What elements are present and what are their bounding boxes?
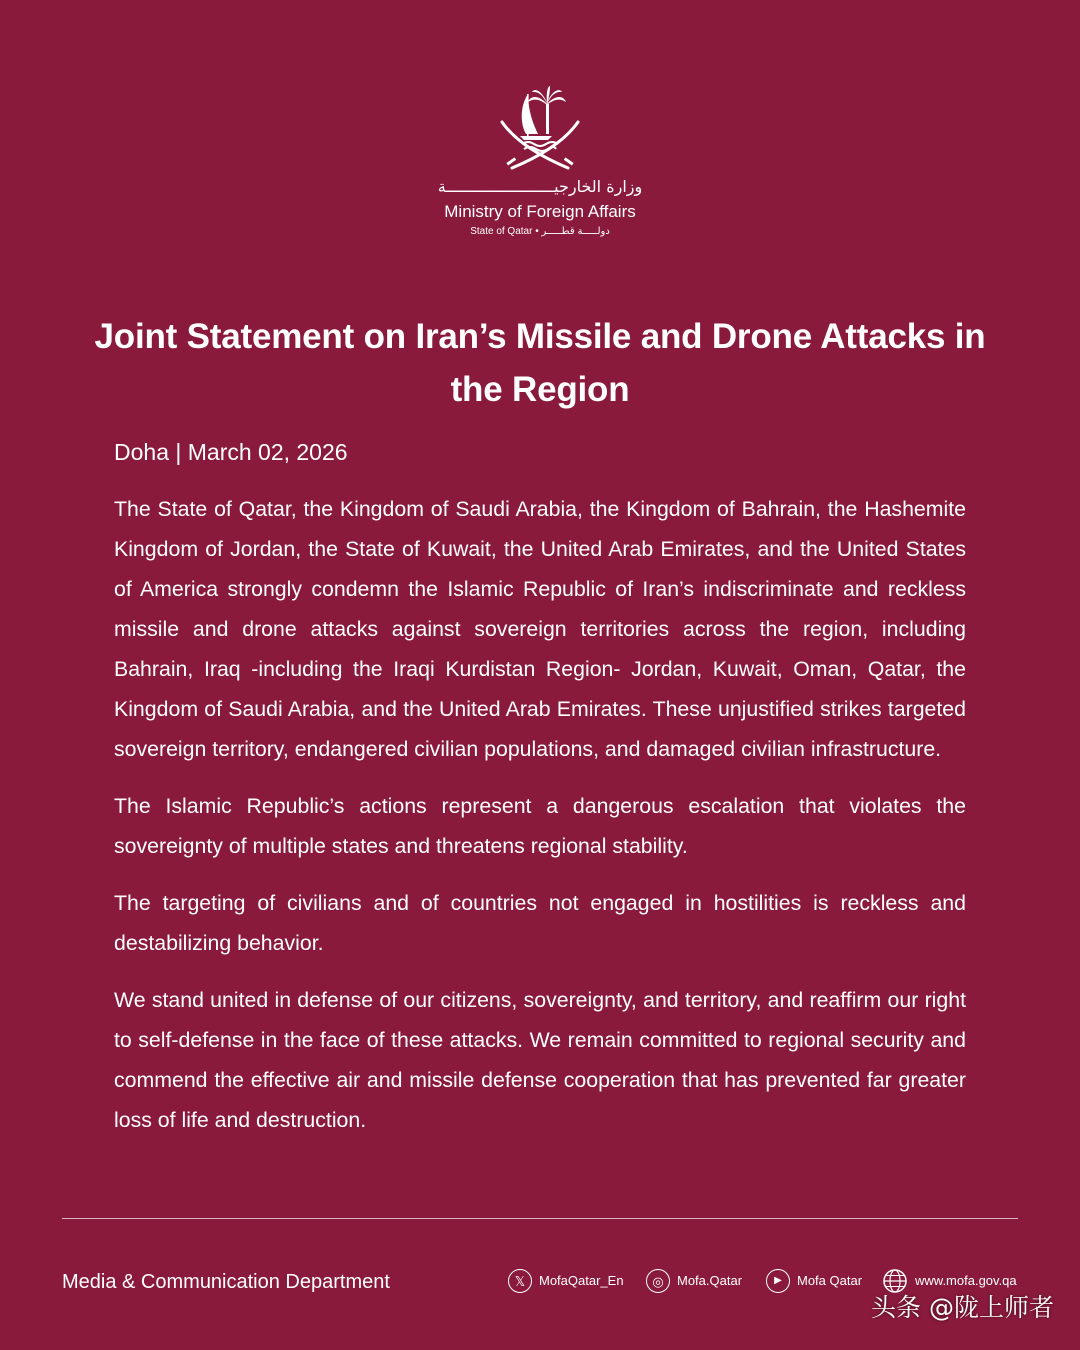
watermark: 头条 @陇上师者 [871, 1293, 1054, 1322]
paragraph: The State of Qatar, the Kingdom of Saudi Arabia, the Kingdom of Bahrain, the Hashemite Kingdom of Jordan, the State of Kuwait, the United Arab Emirates, and the United States of America strongly condemn the Islamic Republic of Iran’s indiscriminate and reckless missile and drone attacks against sovereign territories across the region, including Bahrain, Iraq -including the Iraqi Kurdistan Region- Jordan, Kuwait, Oman, Qatar, the Kingdom of Saudi Arabia, and the United Arab Emirates. These unjustified strikes targeted sovereign territory, endangered civilian populations, and damaged civilian infrastructure. [114, 497, 966, 761]
paragraph: The targeting of civilians and of countries not engaged in hostilities is reckless and destabilizing behavior. [114, 891, 966, 955]
ministry-name-arabic: وزارة الخارجيـــــــــــــــــــــــة [437, 177, 643, 196]
x-icon: 𝕏 [508, 1269, 532, 1293]
social-link-instagram[interactable] [646, 1266, 742, 1296]
ministry-emblem [490, 84, 590, 174]
paragraph: We stand united in defense of our citizens, sovereignty, and territory, and reaffirm our right to self-defense in the face of these attacks. We remain committed to regional security and commend the effective air and missile defense cooperation that has prevented far greater loss of life and destruction. [114, 988, 966, 1132]
paragraph: The Islamic Republic’s actions represent a dangerous escalation that violates the sovereignty of multiple states and threatens regional stability. [114, 794, 966, 858]
ministry-name-block [0, 176, 1080, 240]
youtube-icon: ▶ [766, 1269, 790, 1293]
ministry-name-english: Ministry of Foreign Affairs [444, 202, 636, 221]
social-link-x[interactable] [508, 1266, 624, 1296]
social-link-youtube[interactable] [766, 1266, 862, 1296]
social-label: Mofa Qatar [797, 1273, 863, 1288]
state-of-qatar-line: State of Qatar • دولـــــة قطـــــر [470, 226, 610, 237]
dateline: Doha | March 02, 2026 [114, 439, 348, 465]
statement-title: Joint Statement on Iran’s Missile and Drone Attacks in the Region [94, 317, 986, 409]
social-label: www.mofa.gov.qa [915, 1273, 1017, 1288]
social-label: Mofa.Qatar [677, 1273, 743, 1288]
footer-divider [62, 1218, 1018, 1219]
social-label: MofaQatar_En [539, 1273, 624, 1288]
statement-body [114, 489, 966, 1157]
instagram-icon: ◎ [646, 1269, 670, 1293]
department-name: Media & Communication Department [62, 1271, 390, 1293]
